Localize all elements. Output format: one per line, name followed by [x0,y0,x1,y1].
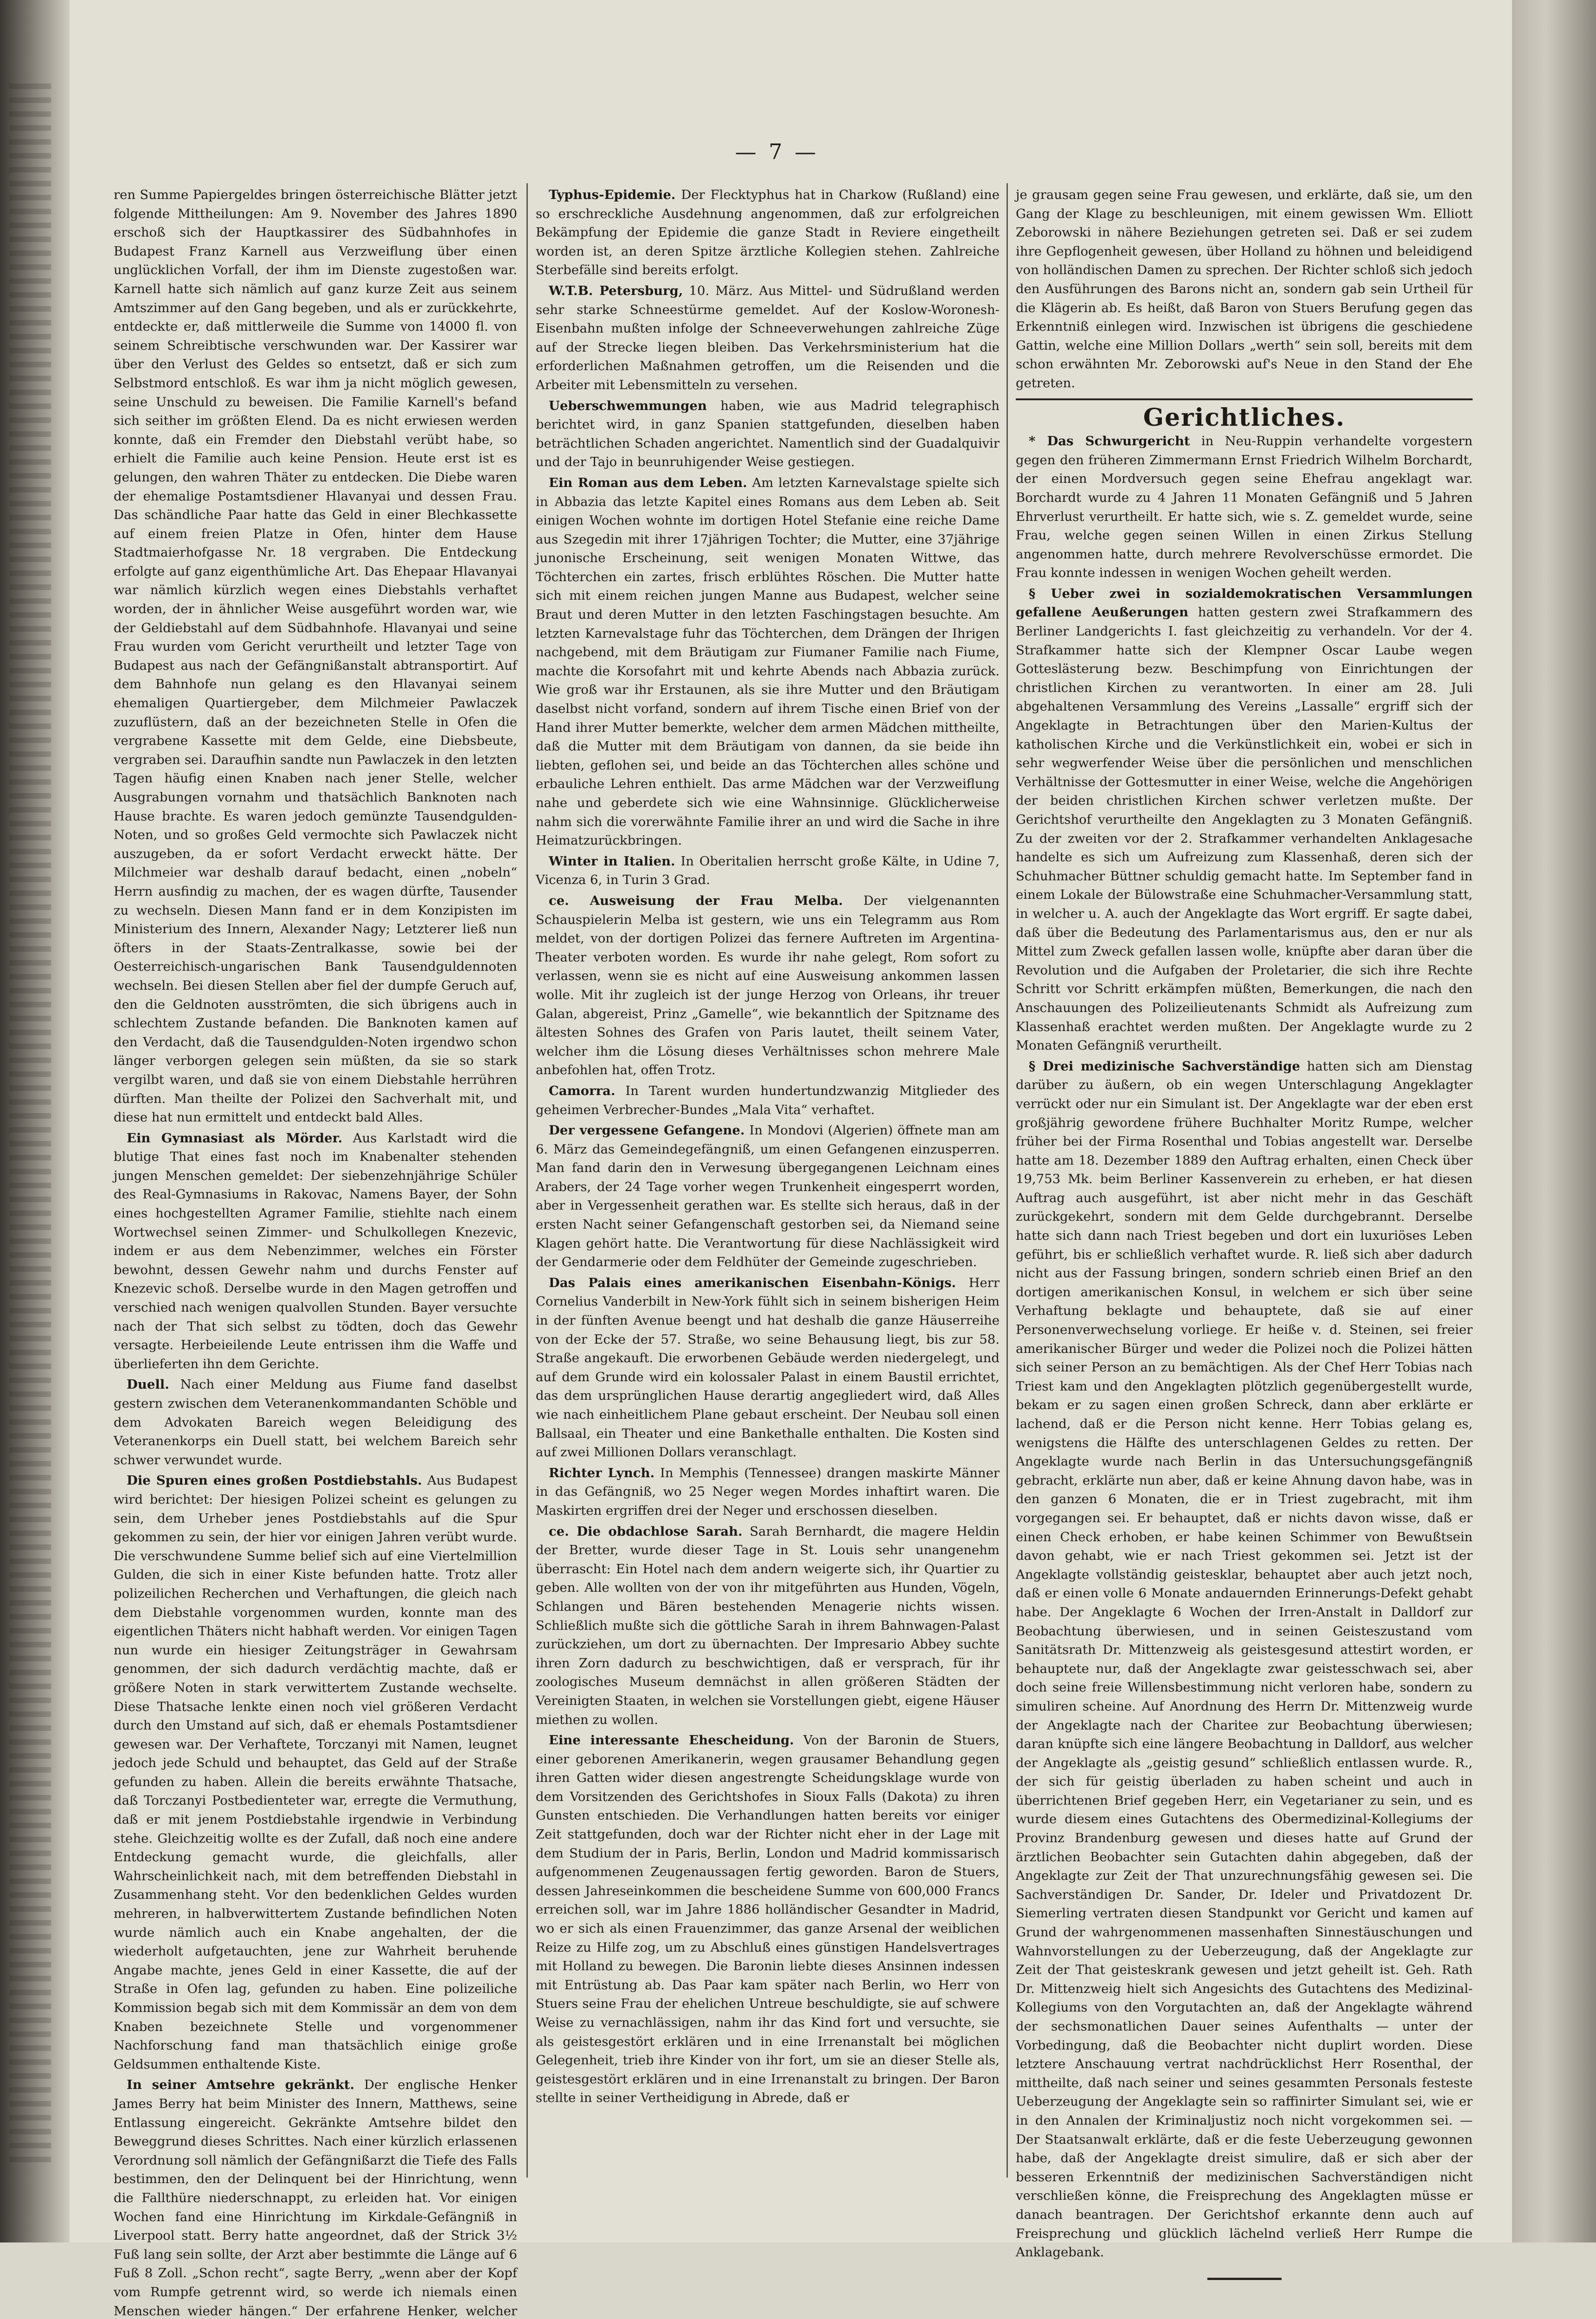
section-title: Gerichtliches. [1143,403,1346,432]
column-rule [526,183,528,2178]
article-text: Aus Karlstadt wird die blutige That eines fast noch im Knabenalter stehenden jungen Menschen gemeldet: Der siebenzehnjährige Schüler des Real-Gymnasiums in Rakovac, Namens Bayer, der Sohn eines hochgestellten Agramer Familie, stiehlte nach einem Wortwechsel seinen Zimmer- und Schulkollegen Knezevic, indem er aus dem Nebenzimmer, welches ein Förster bewohnt, dessen Gewehr nahm und durchs Fenster auf Knezevic schoß. Derselbe wurde in den Magen getroffen und verschied nach wenigen qualvollen Stunden. Bayer versuchte nach der That sich selbst zu tödten, doch das Gewehr versagte. Herbeieilende Leute entrissen ihm die Waffe und überlieferten ihn dem Gerichte. [114,1130,517,1371]
article-paragraph [536,891,1000,1080]
article-text: Aus Budapest wird berichtet: Der hiesigen Polizei scheint es gelungen zu sein, dem Urheber jenes Postdiebstahls auf die Spur gekommen zu sein, der hier vor einigen Jahren verübt wurde. Die verschwundene Summe belief sich auf eine Viertelmillion Gulden, die sich in einer Kiste befunden hatte. Trotz aller polizeilichen Recherchen und Verhaftungen, die gleich nach dem Diebstahle vorgenommen wurden, konnte man des eigentlichen Thäters nicht habhaft werden. Vor einigen Tagen nun wurde ein hiesiger Zeitungsträger in Gewahrsam genommen, der sich dadurch verdächtig machte, daß er größere Noten in stark verwittertem Zustande wechselte. Diese Thatsache lenkte einen noch viel größeren Verdacht durch den Umstand auf sich, daß er ehemals Postamtsdiener gewesen war. Der Verhaftete, Torczanyi mit Namen, leugnet jedoch jede Schuld und behauptet, das Geld auf der Straße gefunden zu haben. Allein die bereits erwähnte Thatsache, daß Torczanyi Postbedienteter war, erregte die Vermuthung, daß er mit jenem Postdiebstahle irgendwie in Verbindung stehe. Gleichzeitig wollte es der Zufall, daß noch eine andere Entdeckung gemacht wurde, die gleichfalls, aller Wahrscheinlichkeit nach, mit dem betreffenden Diebstahl in Zusammenhang steht. Vor den bedenklichen Geldes wurden mehreren, in halbverwittertem Zustande befindlichen Noten wurde nämlich auch ein Knabe angehalten, der die wiederholt aufgetauchten, jene zur Wahrheit beruhende Angabe machte, jenes Geld in einer Kassette, die auf der Straße in Ofen lag, gefunden zu haben. Eine polizeiliche Kommission begab sich mit dem Kommissär an dem von dem Knaben bezeichnete Stelle und vorgenommener Nachforschung fand man thatsächlich einige große Geldsummen enthaltende Kiste. [114,1473,518,2072]
article-paragraph [1016,1057,1473,2262]
article-paragraph [536,1522,1000,1730]
article-text: Am letzten Karnevalstage spielte sich in Abbazia das letzte Kapitel eines Romans aus dem Leben ab. Seit einigen Wochen wohnte im dortigen Hotel Stefanie eine reiche Dame aus Szegedin mit ihrer 17jährigen Tochter; die Mutter, eine 37jährige junonische Erscheinung, seit wenigen Monaten Wittwe, das Töchterchen ein zartes, frisch erblühtes Röschen. Die Mutter hatte sich mit einem reichen jungen Manne aus Budapest, welcher seine Braut und deren Mutter in den letzten Faschingstagen besuchte. Am letzten Karnevalstage fuhr das Töchterchen, dem Drängen der Ihrigen nachgebend, mit dem Bräutigam zur Fiumaner Familie nach Fiume, machte die Korsofahrt mit und kehrte Abends nach Abbazia zurück. Wie groß war ihr Erstaunen, als sie ihre Mutter und den Bräutigam daselbst nicht vorfand, sondern auf ihrem Tische einen Brief von der Hand ihrer Mutter bemerkte, welcher dem armen Mädchen mittheilte, daß die Mutter mit dem Bräutigam von dannen, da sie beide ihn liebten, geflohen sei, und beide an das Töchterchen alles schöne und erbauliche Lehren enthielt. Das arme Mädchen war der Verzweiflung nahe und geberdete sich wie eine Wahnsinnige. Glücklicherweise nahm sich die vorerwähnte Familie ihrer an und wird die Sache in ihre Heimatzurückbringen. [536,475,1000,848]
adjacent-page-gutter [0,0,70,2242]
article-heading: Eine interessante Ehescheidung. [549,1733,794,1748]
article-heading: ce. Ausweisung der Frau Melba. [549,893,843,908]
article-paragraph [536,474,1000,850]
article-paragraph [536,852,1000,890]
article-heading: Winter in Italien. [549,853,675,869]
article-paragraph [1016,432,1473,583]
article-heading: Das Palais eines amerikanischen Eisenbahn-Königs. [549,1275,956,1290]
article-text: In Oberitalien herrscht große Kälte, in Udine 7, Vicenza 6, in Turin 3 Grad. [536,853,1000,888]
article-paragraph [536,186,1000,280]
article-paragraph [536,397,1000,472]
article-heading: ce. Die obdachlose Sarah. [549,1524,743,1539]
article-paragraph [114,1375,517,1469]
article-paragraph [536,1121,1000,1272]
adjacent-page-text-fragment [9,83,51,2171]
article-heading: § Ueber zwei in sozialdemokratischen Versammlungen gefallene Aeußerungen [1016,586,1473,620]
article-heading: Ueberschwemmungen [549,398,707,413]
article-text: ren Summe Papiergeldes bringen österreichische Blätter jetzt folgende Mittheilungen: Am 9. November des Jahres 1890 erschoß sich der Hauptkassirer des Südbahnhofes in Budapest Franz Karnell aus Verzweiflung über einen unglücklichen Vorfall, der ihm im Dienste zugestoßen war. Karnell hatte sich nämlich auf ganz kurze Zeit aus seinem Amtszimmer auf den Gang begeben, und als er zurückkehrte, entdeckte er, daß mittlerweile die Summe von 14000 fl. von seinem Schreibtische verschwunden war. Der Kassirer war über den Verlust des Geldes so entsetzt, daß er sich zum Selbstmord entschloß. Es war ihm ja nicht möglich gewesen, seine Unschuld zu beweisen. Die Familie Karnell's befand sich seither im größten Elend. Da es nicht erwiesen werden konnte, daß ein Fremder den Diebstahl verübt habe, so erhielt die Familie auch keine Pension. Heute erst ist es gelungen, den wahren Thäter zu entdecken. Die Diebe waren der ehemalige Postamtsdiener Hlavanyai und dessen Frau. Das schändliche Paar hatte das Geld in einer Blechkassette auf einem freien Platze in Ofen, hinter dem Hause Stadtmaierhofgasse Nr. 18 vergraben. Die Entdeckung erfolgte auf ganz eigenthümliche Art. Das Ehepaar Hlavanyai war nämlich kürzlich wegen eines Diebstahls verhaftet worden, der in ähnlicher Weise ausgeführt worden war, wie der Geldiebstahl auf dem Südbahnhofe. Hlavanyai und seine Frau wurden vom Gericht verurtheilt und letzter Tage von Budapest aus nach der Gefängnißanstalt abtransportirt. Auf dem Bahnhofe nun gelang es den Hlavanyai seinem ehemaligen Quartiergeber, dem Milchmeier Pawlaczek zuzuflüstern, daß an der bezeichneten Stelle in Ofen die vergrabene Kassette mit dem Gelde, eine Diebsbeute, vergraben sei. Daraufhin sandte nun Pawlaczek in den letzten Tagen häufig einen Knaben nach jener Stelle, welcher Ausgrabungen vornahm und thatsächlich Banknoten nach Hause brachte. Es waren jedoch gemünzte Tausendgulden-Noten, und so großes Geld vermochte sich Pawlaczek nicht auszugeben, da er sofort Verdacht erweckt hätte. Der Milchmeier war deshalb darauf bedacht, einen „nobeln“ Herrn ausfindig zu machen, der es wagen dürfte, Tausender zu wechseln. Diesen Mann fand er in dem Konzipisten im Ministerium des Innern, Alexander Nagy; Letzterer ließ nun öfters in der Staats-Zentralkasse, sowie bei der Oesterreichisch-ungarischen Bank Tausendguldennoten wechseln. Bei diesen Stellen aber fiel der dumpfe Geruch auf, den die Geldnoten ausströmten, die sich übrigens auch in schlechtem Zustande befanden. Die Banknoten kamen auf den Verdacht, daß die Tausendgulden-Noten irgendwo schon länger verborgen gelegen sein müßten, da sie so stark vergilbt waren, und daß sie von einem Diebstahle herrühren dürften. Man theilte der Polizei den Sachverhalt mit, und diese hat nun ermittelt und entdeckt bald Alles. [114,187,517,1125]
article-paragraph [536,1082,1000,1119]
article-paragraph [1016,186,1473,393]
article-heading: Camorra. [549,1083,615,1098]
article-text: In Memphis (Tennessee) drangen maskirte Männer in das Gefängniß, wo 25 Neger wegen Mordes inhaftirt waren. Die Maskirten ergriffen drei der Neger und erschossen dieselben. [536,1465,1000,1518]
article-text: Herr Cornelius Vanderbilt in New-York fühlt sich in seinem bisherigen Heim in der fünften Avenue beengt und hat deshalb die ganze Häuserreihe von der Ecke der 57. Straße, wo seine Behausung liegt, bis zur 58. Straße angekauft. Die erworbenen Gebäude werden niedergelegt, und auf dem Grunde wird ein kolossaler Palast in einem Baustil errichtet, das dem ursprünglichen Hause derartig angegliedert wird, daß Alles wie nach einheitlichem Plane gebaut erscheint. Der Neubau soll einen Ballsaal, ein Theater und eine Bankethalle enthalten. Die Kosten sind auf zwei Millionen Dollars veranschlagt. [536,1275,1000,1460]
article-text: Nach einer Meldung aus Fiume fand daselbst gestern zwischen dem Veteranenkommandanten Schöble und dem Advokaten Bareich wegen Beleidigung des Veteranenkorps ein Duell statt, bei welchem Bareich sehr schwer verwundet wurde. [114,1377,517,1467]
article-text: hatten gestern zwei Strafkammern des Berliner Landgerichts I. fast gleichzeitig zu verhandeln. Vor der 4. Strafkammer hatte sich der Klempner Oscar Laube wegen Gotteslästerung bezw. Beschimpfung von Einrichtungen der christlichen Kirchen zu verantworten. In einer am 28. Juli abgehaltenen Versammlung des Vereins „Lassalle“ ergriff sich der Angeklagte in Betrachtungen über den Marien-Kultus der katholischen Kirche und die Verkünstlichkeit ein, wobei er sich in sehr wegwerfender Weise über die persönlichen und menschlichen Verhältnisse der Gottesmutter in einer Weise, welche die Angehörigen der beiden christlichen Kirchen schwer verletzen mußte. Der Gerichtshof verurtheilte den Angeklagten zu 3 Monaten Gefängniß. Zu der zweiten vor der 2. Strafkammer verhandelten Anklagesache handelte es sich um Aufreizung zum Klassenhaß, deren sich der Schuhmacher Büttner schuldig gemacht hatte. Im September fand in einem Lokale der Bülowstraße eine Schuhmacher-Versammlung statt, in welcher u. A. auch der Angeklagte das Wort ergriff. Er sagte dabei, daß über die Bedeutung des Parlamentarismus aus, den er nur als Mittel zum Zweck gefallen lassen wolle, knüpfte aber daran über die Revolution und die Aufgaben der Proletarier, die sich ihre Rechte Schritt vor Schritt erkämpfen müßten, Bemerkungen, die nach den Anschauungen des Polizeilieutenants Schmidt als Aufreizung zum Klassenhaß erachtet werden mußten. Der Angeklagte wurde zu 2 Monaten Gefängniß verurtheilt. [1016,605,1473,1053]
end-rule [1207,2278,1282,2280]
section-divider [1016,398,1473,400]
article-heading: Duell. [127,1377,169,1392]
article-paragraph [114,1129,517,1374]
article-paragraph [536,1274,1000,1462]
article-text: Von der Baronin de Stuers, einer geborenen Amerikanerin, wegen grausamer Behandlung gegen ihren Gatten wider diesen angestrengte Scheidungsklage wurde von dem Vorsitzenden des Gerichtshofes in Sioux Falls (Dakota) zu ihren Gunsten entschieden. Die Verhandlungen hatten bereits vor einiger Zeit stattgefunden, doch war der Richter nicht eher in der Lage mit dem Studium der in Paris, Berlin, London und Madrid kommissarisch aufgenommenen Zeugenaussagen fertig geworden. Baron de Stuers, dessen Jahreseinkommen die bescheidene Summe von 600,000 Francs erreichen soll, war im Jahre 1886 holländischer Gesandter in Madrid, wo er sich als einen Frauenzimmer, das ganze Arsenal der weiblichen Reize zu Hilfe zog, um zu Abschluß eines günstigen Handelsvertrages mit Holland zu bewegen. Die Baronin liebte dieses Ansinnen indessen mit Entrüstung ab. Das Paar kam später nach Berlin, wo Herr von Stuers seine Frau der ehelichen Untreue beschuldigte, sie auf schwere Weise zu vernachlässigen, nahm ihr das Kind fort und versuchte, sie als geistesgestört erklären und in eine Irrenanstalt bei möglichen Gelegenheit, trieb ihre Kinder von ihr fort, um sie an dieser Stelle als, geistesgestört erklären und in eine Irrenanstalt zu bringen. Der Baron stellte in seiner Vertheidigung in Abrede, daß er [536,1733,1000,2106]
page-number: — 7 — [735,139,819,164]
article-heading: Der vergessene Gefangene. [549,1123,745,1138]
article-text: Der englische Henker James Berry hat beim Minister des Innern, Matthews, seine Entlassung eingereicht. Gekränkte Amtsehre bildet den Beweggrund dieses Schrittes. Nach einer kürzlich erlassenen Verordnung soll nämlich der Gefängnißarzt die Tiefe des Falls bestimmen, den der Delinquent bei der Hinrichtung, wenn die Fallthüre niederschnappt, zu erleiden hat. Vor einigen Wochen fand eine Hinrichtung im Kirkdale-Gefängniß in Liverpool statt. Berry hatte angeordnet, daß der Strick 3½ Fuß lang sein sollte, der Arzt aber bestimmte die Länge auf 6 Fuß 8 Zoll. „Schon recht“, sagte Berry, „wenn aber der Kopf vom Rumpfe getrennt wird, so werde ich niemals einen Menschen wieder hängen.“ Der erfahrene Henker, welcher [114,2077,517,2319]
article-heading: Ein Roman aus dem Leben. [549,475,747,490]
article-paragraph [114,186,517,1127]
article-heading: W.T.B. Petersburg, [549,283,683,298]
article-paragraph [536,282,1000,395]
column-rule [1006,183,1008,2178]
article-paragraph [536,1731,1000,2108]
page-edge-shadow [1512,0,1596,2242]
article-paragraph [114,1471,517,2074]
column-1 [114,186,518,2319]
article-text: in Neu-Ruppin verhandelte vorgestern gegen den früheren Zimmermann Ernst Friedrich Wilhelm Borchardt, der einen Mordversuch gegen seine Ehefrau angeklagt war. Borchardt wurde zu 4 Jahren 11 Monaten Gefängniß und 5 Jahren Ehrverlust verurtheilt. Er hatte sich, wie s. Z. gemeldet wurde, seine Frau, welche gegen seinen Willen in einen Zirkus Stellung angenommen hatte, durch mehrere Revolverschüsse ermordet. Die Frau konnte indessen in wenigen Wochen geheilt werden. [1016,434,1473,581]
article-text: Der Flecktyphus hat in Charkow (Rußland) eine so erschreckliche Ausdehnung angenommen, daß zur erfolgreichen Bekämpfung der Epidemie die ganze Stadt in Reviere eingetheilt worden ist, an deren Spitze ärztliche Kollegien stehen. Zahlreiche Sterbefälle sind bereits erfolgt. [536,187,1000,278]
article-heading: * Das Schwurgericht [1029,434,1190,449]
article-text: In Tarent wurden hundertundzwanzig Mitglieder des geheimen Verbrecher-Bundes „Mala Vita“ verhaftet. [536,1083,1000,1117]
column-3 [1016,186,1473,2260]
article-text: In Mondovi (Algerien) öffnete man am 6. März das Gemeindegefängniß, um einen Gefangenen einzusperren. Man fand darin den in Verwesung übergegangenen Leichnam eines Arabers, der 24 Tage vorher wegen Trunkenheit eingesperrt worden, aber in Vergessenheit gerathen war. Es stellte sich heraus, daß in der ersten Nacht seiner Gefangenschaft gestorben sei, da Niemand seine Klagen gehört hatte. Die Verantwortung für diese Nachlässigkeit wird der Gendarmerie oder dem Feldhüter der Gemeinde zugeschrieben. [536,1123,1000,1270]
article-text: Der vielgenannten Schauspielerin Melba ist gestern, wie uns ein Telegramm aus Rom meldet, von der dortigen Polizei das fernere Auftreten im Argentina-Theater verboten worden. Es wurde ihr nahe gelegt, Rom sofort zu verlassen, wenn sie es nicht auf eine Ausweisung ankommen lassen wolle. Mit ihr zugleich ist der junge Herzog von Orleans, ihr treuer Galan, abgereist, Prinz „Gamelle“, wie bekanntlich der Spitzname des ältesten Sohnes des Grafen von Paris lautet, theilt seinem Vater, welcher ihm die Lösung dieses Verhältnisses schon mehrere Male anbefohlen hat, offen Trotz. [536,893,1000,1078]
article-heading: Typhus-Epidemie. [549,187,676,202]
article-paragraph [536,1464,1000,1520]
article-heading: § Drei medizinische Sachverständige [1029,1058,1300,1074]
article-text: hatten sich am Dienstag darüber zu äußern, ob ein wegen Unterschlagung Angeklagter verrückt oder nur ein Simulant ist. Der Angeklagte war der eben erst großjährig gewordene frühere Buchhalter Moritz Rumpe, welcher früher bei der Firma Rosenthal und Tobias angestellt war. Derselbe hatte am 18. Dezember 1889 den Auftrag erhalten, einen Check über 19,753 Mk. beim Berliner Kassenverein zu erheben, er hat diesen Auftrag auch ausgeführt, ist aber nicht mehr in das Geschäft zurückgekehrt, sondern mit dem Gelde durchgebrannt. Derselbe hatte sich dann nach Triest begeben und dort ein luxuriöses Leben geführt, bis er schließlich verhaftet wurde. R. ließ sich aber dadurch nicht aus der Fassung bringen, sondern schrieb einen Brief an den dortigen amerikanischen Konsul, in welchem er sich über seine Verhaftung beklagte und behauptete, daß sie auf einer Personenverwechselung vorliege. Er heiße v. d. Steinen, sei freier amerikanischer Bürger und weder die Polizei noch die Polizei hätten sich seiner Person an zu bemächtigen. Als der Chef Herr Tobias nach Triest kam und den Angeklagten plötzlich gegenübergestellt wurde, bekam er zu sagen einen großen Schreck, dann aber erklärte er lachend, daß er die Person nicht kenne. Herr Tobias gelang es, wenigstens die Hälfte des unterschlagenen Geldes zu retten. Der Angeklagte wurde nach Berlin in das Untersuchungsgefängniß gebracht, erklärte nun aber, daß er keine Ahnung davon habe, was in den ganzen 6 Monaten, die er in Triest zugebracht, mit ihm vorgegangen sei. Er behauptet, daß er nichts davon wisse, daß er einen Check erhoben, er habe keinen Schimmer von Bewußtsein davon gehabt, wie er nach Triest gekommen sei. Jetzt ist der Angeklagte vollständig geistesklar, behauptet aber auch jetzt noch, daß er einen volle 6 Monate andauernden Erinnerungs-Defekt gehabt habe. Der Angeklagte 6 Wochen der Irren-Anstalt in Dalldorf zur Beobachtung überwiesen, und in seinen Geisteszustand vom Sanitätsrath Dr. Mittenzweig als geistesgesund attestirt worden, er behauptete nur, daß der Angeklagte zwar geistesschwach sei, aber doch seine freie Willensbestimmung nicht verloren habe, sondern zu simuliren scheine. Auf Anordnung des Herrn Dr. Mittenzweig wurde der Angeklagte nach der Charitee zur Beobachtung überwiesen; daran knüpfte sich eine längere Beobachtung in Dalldorf, aus welcher der Angeklagte als „geistig gesund“ schließlich entlassen wurde. R., der sich für geistig überladen zu haben scheint und auch in überrichtenen Brief gegeben Herr, ein Vegetarianer zu sein, und es wurde diesem eines Gutachtens des Obermedizinal-Kollegiums der Provinz Brandenburg gewesen und dieses hatte auf Grund der ärztlichen Beobachter sein Gutachten dahin abgegeben, daß der Angeklagte zur Zeit der That unzurechnungsfähig gewesen sei. Die Sachverständigen Dr. Sander, Dr. Ideler und Privatdozent Dr. Siemerling vertraten diesen Standpunkt vor Gericht und kamen auf Grund der wahrgenommenen massenhaften Sinnestäuschungen und Wahnvorstellungen zu der Ueberzeugung, daß der Angeklagte zur Zeit der That geisteskrank gewesen und jetzt geheilt ist. Geh. Rath Dr. Mittenzweig hielt sich Angesichts des Gutachtens des Medizinal-Kollegiums von den Vorgutachten an, daß der Angeklagte während der sechsmonatlichen Dauer seines Aufenthalts — unter der Vorbedingung, daß die Beobachter nicht duplirt worden. Diese letztere Anschauung vertrat nachdrücklichst Herr Rosenthal, der mittheilte, daß nach seiner und seines gesammten Personals festeste Ueberzeugung der Angeklagte sein so raffinirter Simulant sei, wie er in den Annalen der Kriminaljustiz noch nicht vorgekommen sei. — Der Staatsanwalt erklärte, daß er die feste Ueberzeugung gewonnen habe, daß der Angeklagte dreist simulire, daß er sich aber der besseren Erkenntniß der medizinischen Sachverständigen nicht verschließen könne, die Freisprechung des Angeklagten müsse er danach beantragen. Der Gerichtshof erkannte denn auch auf Freisprechung und glücklich lächelnd verließ Herr Rumpe die Anklagebank. [1016,1058,1473,2260]
article-text: 10. März. Aus Mittel- und Südrußland werden sehr starke Schneestürme gemeldet. Auf der Koslow-Woronesh-Eisenbahn mußten infolge der Schneeverwehungen zahlreiche Züge auf der Strecke liegen bleiben. Das Verkehrsministerium hat die erforderlichen Maßnahmen getroffen, um die Reisenden und die Arbeiter mit Lebensmitteln zu versehen. [536,283,1000,392]
article-text: haben, wie aus Madrid telegraphisch berichtet wird, in ganz Spanien stattgefunden, dieselben haben beträchtlichen Schaden angerichtet. Namentlich sind der Guadalquivir und der Tajo in beunruhigender Weise gestiegen. [536,398,1000,470]
article-paragraph [114,2076,517,2319]
article-heading: In seiner Amtsehre gekränkt. [127,2077,355,2093]
article-heading: Ein Gymnasiast als Mörder. [127,1130,343,1146]
article-text: je grausam gegen seine Frau gewesen, und erklärte, daß sie, um den Gang der Klage zu beschleunigen, mit einem gewissen Wm. Elliott Zeborowski in nähere Beziehungen getreten sei. Daß er sei zudem ihre Gepflogenheit gewesen, über Holland zu höhnen und beleidigend von holländischen Damen zu sprechen. Der Richter schloß sich jedoch den Ausführungen des Barons nicht an, sondern gab sein Urtheil für die Klägerin ab. Es heißt, daß Baron von Stuers Berufung gegen das Erkenntniß einlegen wird. Inzwischen ist übrigens die geschiedene Gattin, welche eine Million Dollars „werth“ sein soll, bereits mit dem schon erwähnten Mr. Zeborowski auf's Neue in den Stand der Ehe getreten. [1016,187,1473,391]
article-paragraph [1016,584,1473,1055]
article-heading: Die Spuren eines großen Postdiebstahls. [127,1473,422,1488]
article-text: Sarah Bernhardt, die magere Heldin der Bretter, wurde dieser Tage in St. Louis sehr unangenehm überrascht: Ein Hotel nach dem andern weigerte sich, ihr Quartier zu geben. Alle wollten von der von ihr mitgeführten aus Hunden, Vögeln, Schlangen und Bären bestehenden Menagerie nichts wissen. Schließlich mußte sich die göttliche Sarah in ihrem Bahnwagen-Palast zurückziehen, um dort zu übernachten. Der Impresario Abbey suchte ihren Zorn dadurch zu beschwichtigen, daß er versprach, für ihr zoologisches Museum demnächst in allen größeren Städten der Vereinigten Staaten, in welchen sie Vorstellungen giebt, eigene Häuser miethen zu wollen. [536,1524,1000,1727]
column-2 [536,186,1000,2226]
article-heading: Richter Lynch. [549,1465,655,1480]
